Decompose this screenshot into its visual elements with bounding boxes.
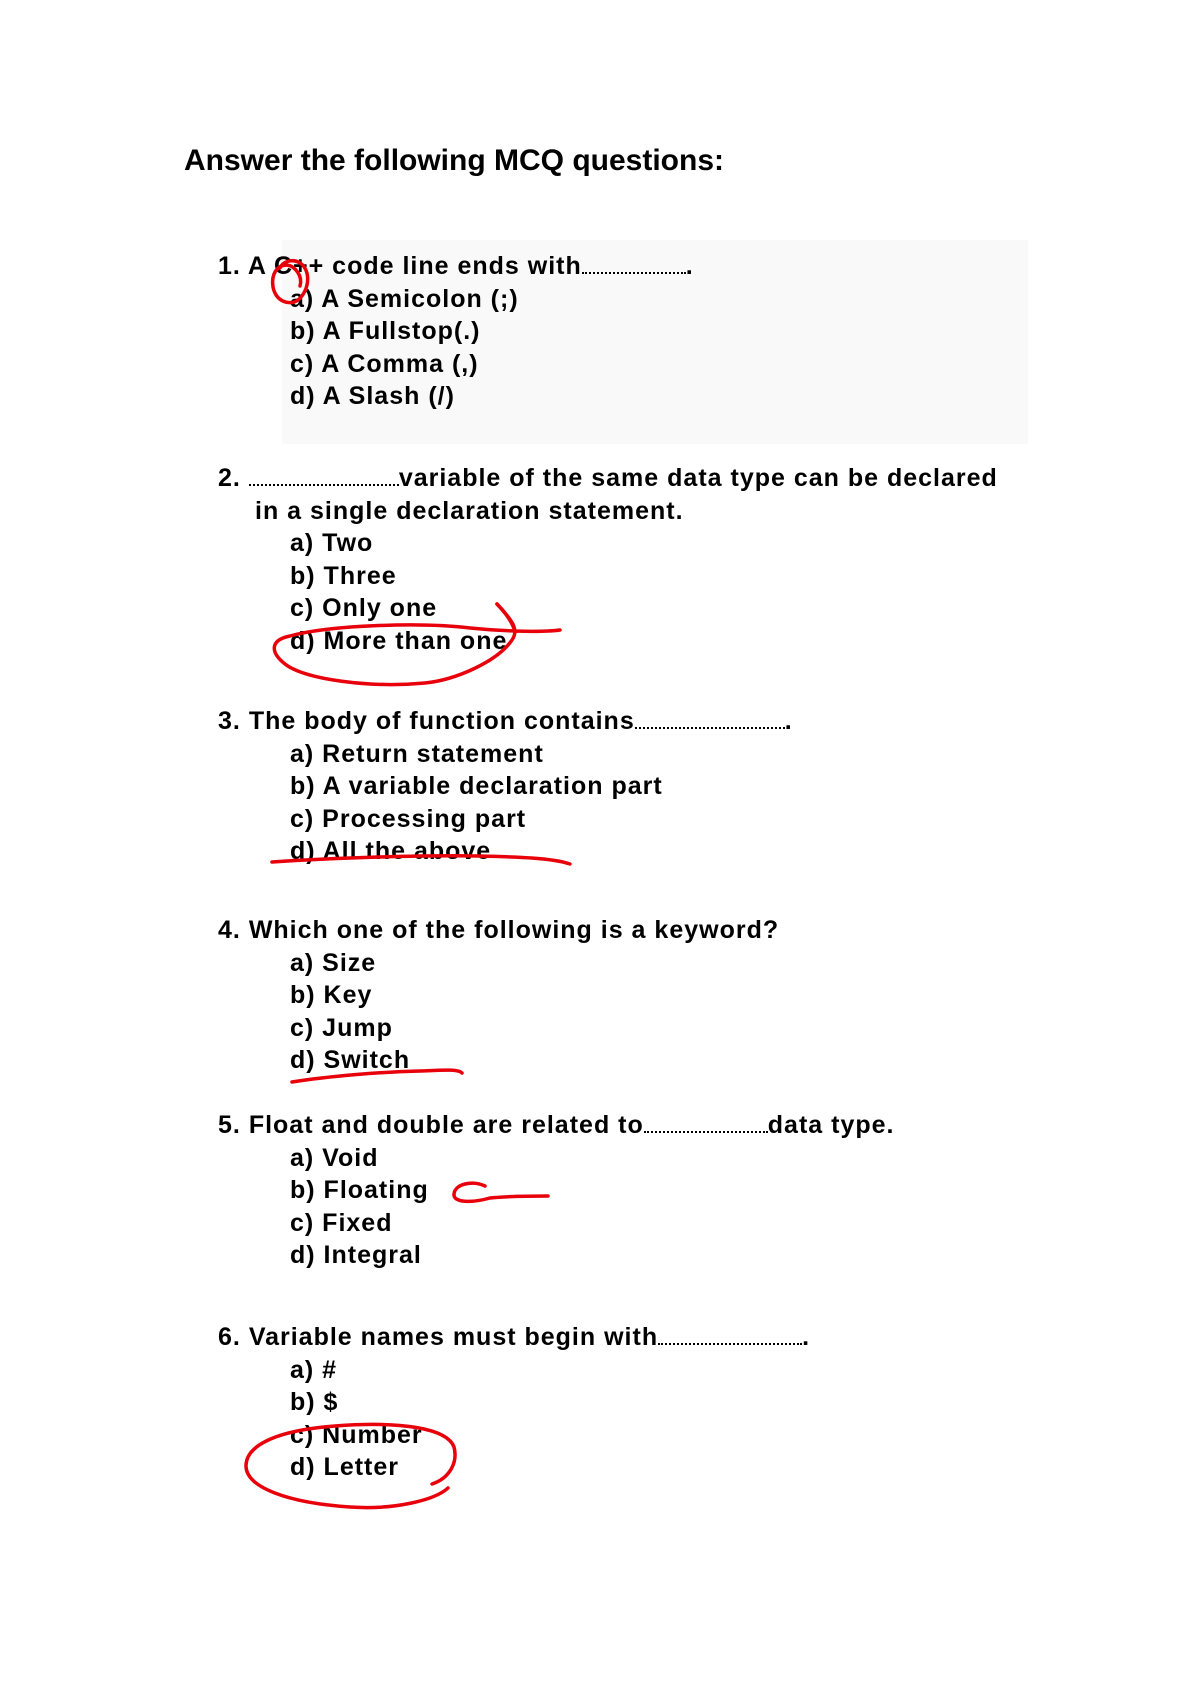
option-a: a) A Semicolon (;)	[290, 284, 519, 313]
option-c: c) Number	[290, 1420, 423, 1449]
option-c: c) A Comma (,)	[290, 349, 479, 378]
option-b: b) Floating	[290, 1176, 429, 1205]
worksheet-heading: Answer the following MCQ questions:	[184, 144, 724, 177]
answer-blank	[582, 268, 686, 274]
question-5-stem	[218, 1109, 1018, 1142]
option-c: c) Only one	[290, 594, 438, 623]
answer-blank	[658, 1339, 802, 1345]
question-2	[218, 462, 1018, 658]
option-d: d) Integral	[290, 1241, 422, 1270]
question-4	[218, 914, 1018, 1077]
question-text: A C++ code line ends with	[247, 252, 582, 280]
answer-blank	[249, 480, 399, 486]
option-c: c) Jump	[290, 1013, 393, 1042]
question-number: 3.	[218, 707, 241, 735]
question-1	[218, 250, 1018, 413]
question-text: The body of function contains	[248, 707, 635, 735]
question-number: 1.	[218, 252, 241, 280]
option-b: b) A variable declaration part	[290, 772, 663, 801]
question-1-stem	[218, 250, 1018, 283]
answer-blank	[644, 1127, 768, 1133]
question-3-stem	[218, 705, 1018, 738]
option-b: b) Three	[290, 561, 397, 590]
option-b: b) $	[290, 1388, 339, 1417]
question-6	[218, 1321, 1018, 1484]
option-d: d) More than one	[290, 626, 508, 655]
question-3-options	[218, 738, 1018, 868]
question-3	[218, 705, 1018, 868]
question-number: 2.	[218, 464, 241, 492]
option-a: a) Two	[290, 529, 374, 558]
option-a: a) Size	[290, 948, 377, 977]
option-d: d) Switch	[290, 1046, 411, 1075]
question-text: variable of the same data type can be declared in a single declaration statement.	[255, 464, 998, 525]
question-6-stem	[218, 1321, 1018, 1354]
question-4-options	[218, 947, 1018, 1077]
option-a: a) Return statement	[290, 739, 544, 768]
question-1-options	[218, 283, 1018, 413]
question-2-stem	[218, 462, 1018, 527]
question-text-end: .	[784, 707, 793, 735]
option-c: c) Processing part	[290, 804, 527, 833]
question-text: Float and double are related to	[248, 1111, 644, 1139]
question-2-options	[218, 527, 1018, 657]
option-a: a) #	[290, 1355, 338, 1384]
question-text-end: .	[685, 252, 694, 280]
option-c: c) Fixed	[290, 1208, 393, 1237]
question-text-end: .	[802, 1323, 811, 1351]
answer-blank	[635, 723, 785, 729]
question-5-options	[218, 1142, 1018, 1272]
question-text-end: data type.	[767, 1111, 895, 1139]
question-4-stem	[218, 914, 1018, 947]
option-d: d) All the above	[290, 837, 492, 866]
question-6-options	[218, 1354, 1018, 1484]
question-number: 5.	[218, 1111, 241, 1139]
question-number: 6.	[218, 1323, 241, 1351]
question-5	[218, 1109, 1018, 1272]
option-b: b) A Fullstop(.)	[290, 317, 481, 346]
question-text: Variable names must begin with	[248, 1323, 659, 1351]
question-text: Which one of the following is a keyword?	[248, 916, 780, 944]
option-b: b) Key	[290, 981, 373, 1010]
option-a: a) Void	[290, 1143, 379, 1172]
option-d: d) A Slash (/)	[290, 382, 455, 411]
question-number: 4.	[218, 916, 241, 944]
option-d: d) Letter	[290, 1453, 399, 1482]
